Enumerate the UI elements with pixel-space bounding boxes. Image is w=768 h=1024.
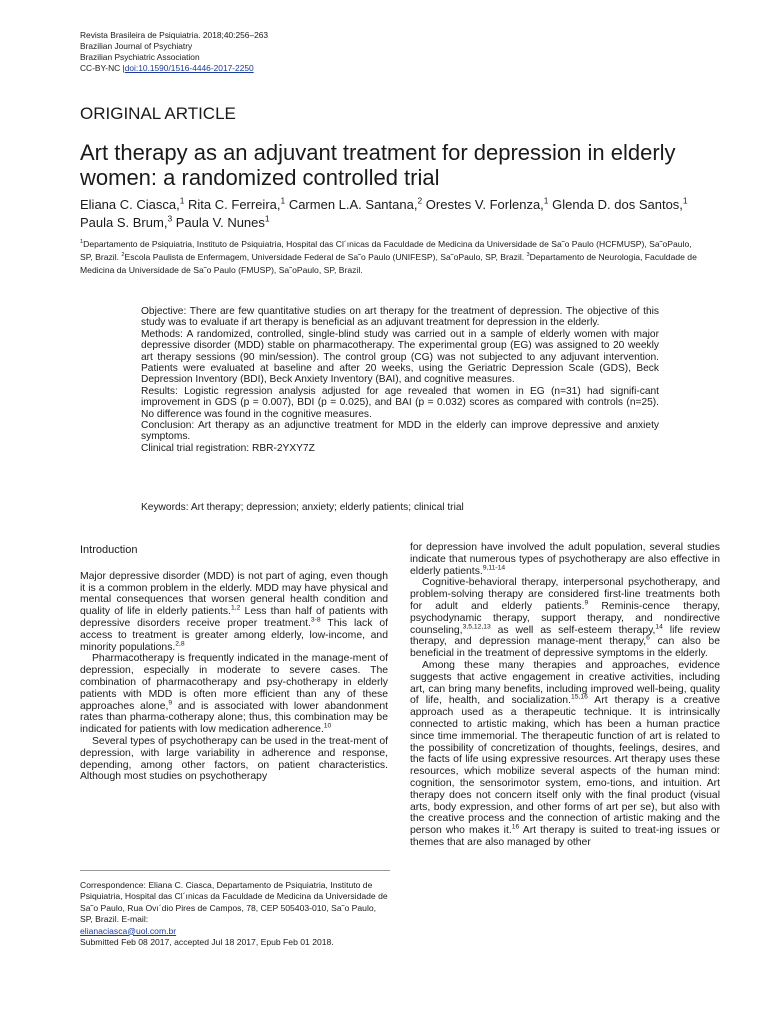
text-run: Art therapy is a creative approach used as a therapeutic technique. It is intrinsically connected to artistic making, which has been a human practice since time immemorial. The therapeutic function of art is related to the possibility of concretization of thoughts, feelings, desires, and the facts of life using expressive resources. Art therapy uses these resources, which mobilize several aspects of the human mind: cognition, the sensorimotor system, emo-tions, and intuition. Art therapy does not concern itself only with the final product (visual arts, body expression, and other forms of art per se), but also with the creative process and the connection of artistic making and the person who makes it. <box>410 695 720 837</box>
journal-name-en: Brazilian Journal of Psychiatry <box>80 41 193 51</box>
citation-ref[interactable]: 2,8 <box>175 640 185 648</box>
section-heading-introduction: Introduction <box>80 544 138 556</box>
citation-ref[interactable]: 9 <box>168 699 173 707</box>
author-affiliation-ref: 3 <box>167 213 173 224</box>
text-run: Less than half of patients with depressive disorders receive proper treatment. <box>80 606 388 629</box>
correspondence-note <box>80 880 390 948</box>
affiliations <box>80 238 700 277</box>
citation-ref[interactable]: 9,11-14 <box>482 564 506 572</box>
author-affiliation-ref: 1 <box>179 195 185 206</box>
author-name: Carmen L.A. Santana, <box>285 197 418 212</box>
author-affiliation-ref: 1 <box>280 195 286 206</box>
author-list <box>80 196 700 232</box>
right-paragraph-3 <box>410 660 720 849</box>
license-doi-line <box>80 63 268 74</box>
footnote-divider <box>80 870 390 871</box>
abstract-conclusion: Conclusion: Art therapy as an adjunctive treatment for MDD in the elderly can improve depressive and anxiety symptoms. <box>141 420 659 443</box>
submission-dates: Submitted Feb 08 2017, accepted Jul 18 2017, Epub Feb 01 2018. <box>80 937 334 948</box>
author-affiliation-ref: 1 <box>264 213 270 224</box>
intro-paragraph-1 <box>80 571 388 654</box>
text-run: Pharmacotherapy is frequently indicated in the manage-ment of depression, especially in moderate to severe cases. The combination of pharmacotherapy and psy-chotherapy in elderly patients with MDD is often more efficient than any of these approaches alone, <box>80 653 388 712</box>
author-name: Rita C. Ferreira, <box>184 197 281 212</box>
author-name: Glenda D. dos Santos, <box>548 197 683 212</box>
text-run: can also be beneficial in the treatment of depressive symptoms in the elderly. <box>410 636 720 660</box>
text-run: for depression have involved the adult population, several studies indicate that numerous types of psychotherapy are also effective in elderly patients. <box>410 542 720 577</box>
citation-ref[interactable]: 10 <box>323 722 332 730</box>
text-run: Reminis-cence therapy, psychodynamic therapy, support therapy, and nondirective counseling, <box>410 600 720 636</box>
author-name: Paula V. Nunes <box>172 215 265 230</box>
author-affiliation-ref: 1 <box>682 195 688 206</box>
journal-citation: Revista Brasileira de Psiquiatria. 2018;40:256–263 <box>80 30 269 40</box>
abstract-results: Results: Logistic regression analysis adjusted for age revealed that women in EG (n=31) had signifi-cant improvement in GDS (p = 0.007), BDI (p = 0.025), and BAI (p = 0.032) scores as compared with controls (n=25). No difference was found in the cognitive measures. <box>141 385 659 420</box>
journal-header <box>80 30 268 74</box>
correspondence-address: Correspondence: Eliana C. Ciasca, Departamento de Psiquiatria, Instituto de Psiquiatria, Hospital das Cl´ınicas da Faculdade de Medicina da Universidade de Sa˜o Paulo, Rua Ovı´dio Pires de Campos, 78, CEP 505403-010, Sa˜o Paulo, SP, Brazil. E-mail: <box>80 880 388 925</box>
abstract-objective: Objective: There are few quantitative studies on art therapy for the treatment of depression. The objective of this study was to evaluate if art therapy is beneficial as an adjuvant treatment for depression in the elderly. <box>141 306 659 329</box>
abstract-registration: Clinical trial registration: RBR-2YXY7Z <box>141 442 315 454</box>
author-affiliation-ref: 2 <box>417 195 423 206</box>
text-run: Cognitive-behavioral therapy, interpersonal psychotherapy, and problem-solving therapy are considered first-line treatments both for adult and elderly patients. <box>410 577 720 612</box>
author-name: Paula S. Brum, <box>80 215 168 230</box>
left-column <box>80 545 388 783</box>
text-run: as well as self-esteem therapy, <box>490 624 656 636</box>
citation-ref[interactable]: 15,16 <box>570 693 588 701</box>
doi-link[interactable]: doi:10.1590/1516-4446-2017-2250 <box>124 63 254 73</box>
intro-paragraph-2 <box>80 653 388 736</box>
article-title: Art therapy as an adjuvant treatment for depression in elderly women: a randomized controlled trial <box>80 140 676 190</box>
association-name: Brazilian Psychiatric Association <box>80 52 200 62</box>
intro-paragraph-3: Several types of psychotherapy can be used in the treat-ment of depression, with large variability in adherence and response, depending, among other factors, on patient characteristics. Although most studies on psychotherapy <box>80 735 388 783</box>
affiliation-number: 3 <box>526 252 530 259</box>
right-column <box>410 542 720 849</box>
citation-ref[interactable]: 6 <box>646 634 650 642</box>
text-run: life review therapy, and depression manage-ment therapy, <box>410 624 720 648</box>
citation-ref[interactable]: 9 <box>584 599 589 607</box>
abstract <box>141 306 659 454</box>
text-run: Art therapy is suited to treat-ing issues or themes that are also managed by other <box>410 825 720 848</box>
keywords: Keywords: Art therapy; depression; anxiety; elderly patients; clinical trial <box>141 502 464 513</box>
correspondence-email-link[interactable]: elianaciasca@uol.com.br <box>80 925 177 936</box>
author-affiliation-ref: 1 <box>543 195 549 206</box>
correspondence-text <box>80 880 390 937</box>
text-run: and is associated with lower abandonment rates than pharma-cotherapy alone; thus, this combination may be indicated for patients with low medication adherence. <box>80 700 389 736</box>
author-name: Orestes V. Forlenza, <box>422 197 544 212</box>
citation-ref[interactable]: 16 <box>511 823 520 831</box>
right-paragraph-2 <box>410 577 720 660</box>
abstract-methods: Methods: A randomized, controlled, single-blind study was carried out in a sample of elderly women with major depressive disorder (MDD) stable on pharmacotherapy. The experimental group (EG) was assigned to 20 weekly art therapy sessions (90 min/session). The control group (CG) was not subjected to any adjuvant intervention. Patients were evaluated at baseline and after 20 weeks, using the Geriatric Depression Scale (GDS), Beck Depression Inventory (BDI), Beck Anxiety Inventory (BAI), and cognitive measures. <box>141 328 659 386</box>
text-run: Among these many therapies and approaches, evidence suggests that active engagement in creative activities, including art, can bring many benefits, including improved well-being, quality of life, health, and socialization. <box>410 659 720 707</box>
affiliation-text: Departamento de Neurologia, Faculdade de Medicina da Universidade de Sa˜o Paulo (FMUSP), Sa˜oPaulo, SP, Brazil. <box>80 252 697 275</box>
section-label: ORIGINAL ARTICLE <box>80 104 236 123</box>
citation-ref[interactable]: 14 <box>655 623 663 631</box>
author-name: Eliana C. Ciasca, <box>80 197 180 212</box>
text-run: Major depressive disorder (MDD) is not part of aging, even though it is a common problem in the elderly. MDD may have physical and mental consequences that worsen general health condition and quality of life in elderly patients. <box>80 570 388 618</box>
affiliation-number: 2 <box>121 252 125 259</box>
affiliation-number: 1 <box>80 239 84 246</box>
citation-ref[interactable]: 1,2 <box>230 604 241 612</box>
right-paragraph-1 <box>410 542 720 577</box>
citation-ref[interactable]: 3-8 <box>310 616 321 624</box>
text-run: This lack of access to treatment is greater among elderly, low-income, and minority populations. <box>80 617 388 653</box>
affiliation-text: Escola Paulista de Enfermagem, Universidade Federal de Sa˜o Paulo (UNIFESP), Sa˜oPaulo, SP, Brazil. <box>124 252 527 262</box>
affiliation-text: Departamento de Psiquiatria, Instituto de Psiquiatria, Hospital das Cl´ınicas da Faculdade de Medicina da Universidade de Sa˜o Paulo (HCFMUSP), Sa˜oPaulo, SP, Brazil. <box>80 239 692 262</box>
license-label: CC-BY-NC | <box>80 63 125 73</box>
citation-ref[interactable]: 3,5,12,13 <box>462 623 491 631</box>
